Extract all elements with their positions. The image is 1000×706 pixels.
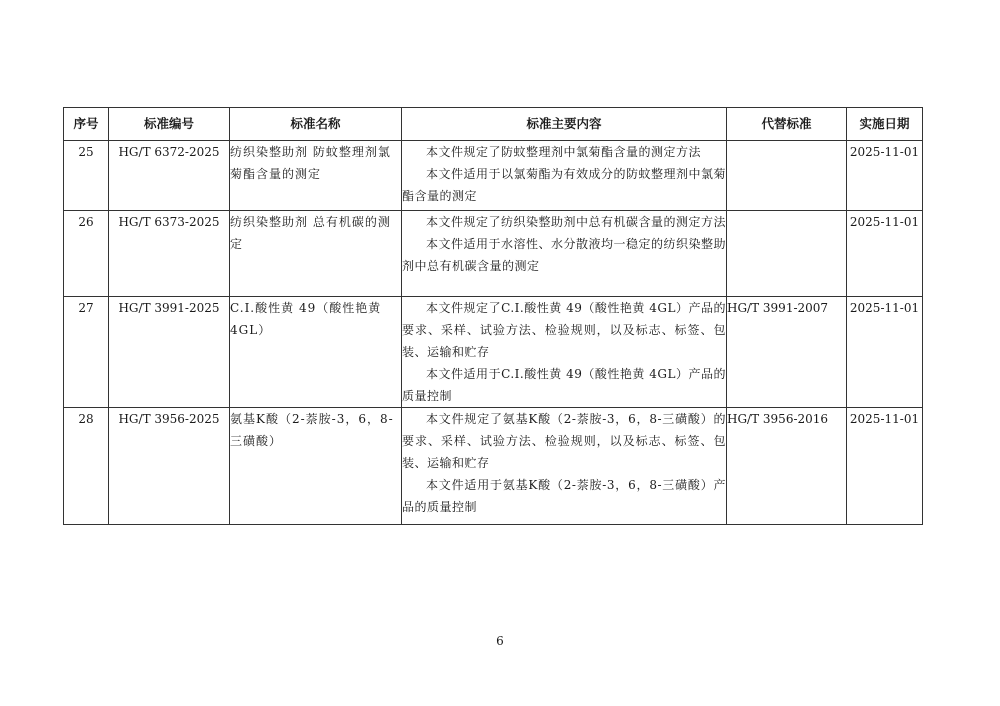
cell-name: 纺织染整助剂 总有机碳的测定 — [230, 211, 402, 297]
content-paragraph: 本文件适用于水溶性、水分散液均一稳定的纺织染整助剂中总有机碳含量的测定 — [402, 237, 727, 273]
cell-num: 28 — [64, 408, 109, 525]
cell-replaces: HG/T 3956-2016 — [727, 408, 847, 525]
cell-name: 氨基K酸（2-萘胺-3，6，8-三磺酸） — [230, 408, 402, 525]
cell-name: 纺织染整助剂 防蚊整理剂氯菊酯含量的测定 — [230, 141, 402, 211]
table-row — [64, 297, 923, 408]
cell-date: 2025-11-01 — [847, 211, 923, 297]
cell-code: HG/T 3956-2025 — [109, 408, 230, 525]
table-row — [64, 211, 923, 297]
header-num: 序号 — [64, 108, 109, 141]
table-row — [64, 408, 923, 525]
cell-replaces: HG/T 3991-2007 — [727, 297, 847, 408]
header-name: 标准名称 — [230, 108, 402, 141]
cell-num: 27 — [64, 297, 109, 408]
header-replaces: 代替标准 — [727, 108, 847, 141]
content-paragraph: 本文件规定了氨基K酸（2-萘胺-3，6，8-三磺酸）的要求、采样、试验方法、检验规则，以及标志、标签、包装、运输和贮存 — [402, 412, 726, 470]
cell-date: 2025-11-01 — [847, 141, 923, 211]
cell-code: HG/T 6372-2025 — [109, 141, 230, 211]
cell-replaces — [727, 141, 847, 211]
content-paragraph: 本文件规定了C.I.酸性黄 49（酸性艳黄 4GL）产品的要求、采样、试验方法、检验规则，以及标志、标签、包装、运输和贮存 — [402, 301, 726, 359]
cell-content — [402, 141, 727, 211]
content-paragraph: 本文件适用于以氯菊酯为有效成分的防蚊整理剂中氯菊酯含量的测定 — [402, 167, 727, 203]
cell-date: 2025-11-01 — [847, 408, 923, 525]
cell-num: 25 — [64, 141, 109, 211]
cell-code: HG/T 3991-2025 — [109, 297, 230, 408]
table-row — [64, 141, 923, 211]
cell-num: 26 — [64, 211, 109, 297]
cell-content — [402, 408, 727, 525]
cell-content — [402, 297, 727, 408]
content-paragraph: 本文件规定了防蚊整理剂中氯菊酯含量的测定方法 — [426, 145, 702, 159]
header-code: 标准编号 — [109, 108, 230, 141]
content-paragraph: 本文件规定了纺织染整助剂中总有机碳含量的测定方法 — [426, 215, 727, 229]
cell-date: 2025-11-01 — [847, 297, 923, 408]
header-content: 标准主要内容 — [402, 108, 727, 141]
cell-content — [402, 211, 727, 297]
content-paragraph: 本文件适用于氨基K酸（2-萘胺-3，6，8-三磺酸）产品的质量控制 — [402, 478, 726, 514]
page-number: 6 — [496, 634, 504, 648]
cell-name: C.I.酸性黄 49（酸性艳黄 4GL） — [230, 297, 402, 408]
header-date: 实施日期 — [847, 108, 923, 141]
content-paragraph: 本文件适用于C.I.酸性黄 49（酸性艳黄 4GL）产品的质量控制 — [402, 367, 726, 403]
cell-code: HG/T 6373-2025 — [109, 211, 230, 297]
table-header-row — [64, 108, 923, 141]
standards-table — [63, 107, 923, 525]
cell-replaces — [727, 211, 847, 297]
